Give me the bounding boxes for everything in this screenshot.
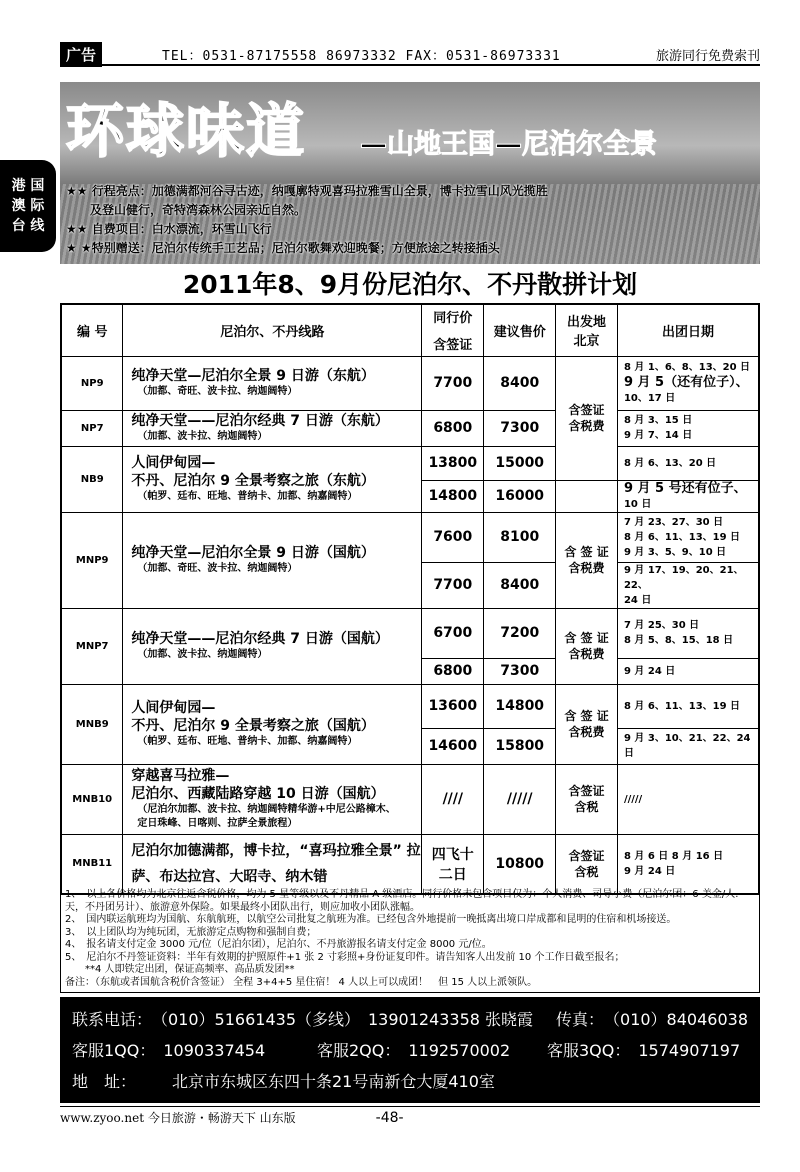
departure-note: 含 签 证 含税费: [556, 512, 618, 608]
qq1: 客服1QQ： 1090337454: [72, 1041, 266, 1060]
note-line: 备注：（东航或者国航含税价含签证） 全程 3+4+5 星住宿！ 4 人以上可以成团！ 但 15 人以上派领队。: [65, 976, 538, 988]
row-peer-price: 7700: [422, 356, 484, 410]
row-peer-price: 13600: [422, 684, 484, 728]
highlight-line: ★ ★特别赠送：尼泊尔传统手工艺品；尼泊尔歌舞欢迎晚餐；方便旅途之转接插头: [66, 241, 500, 255]
plan-title: 2011年8、9月份尼泊尔、不丹散拼计划: [182, 270, 638, 299]
address-label: 地 址：: [72, 1072, 137, 1091]
fax-label: 传真：: [556, 1010, 605, 1029]
row-peer-price: 四飞十 二日: [422, 834, 484, 894]
row-route: 纯净天堂—尼泊尔全景 9 日游（国航） （加都、奇旺、波卡拉、纳迦阔特）: [123, 512, 422, 608]
row-sale-price: 15000: [484, 446, 556, 480]
fax-value: （010）84046038: [604, 1010, 748, 1029]
table-row: [61, 764, 759, 834]
note-line: **4 人即铁定出团，保证高频率、高品质发团**: [65, 964, 295, 975]
row-sale-price: 7300: [484, 410, 556, 446]
magazine-name: 旅游同行免费索刊: [655, 48, 760, 64]
row-dates: 8 月 1、6、8、13、20 日 9 月 5（还有位子）、 10、17 日: [617, 356, 759, 410]
page-number: -48-: [375, 1109, 404, 1126]
row-sale-price: 7300: [484, 658, 556, 684]
header-route: 尼泊尔、不丹线路: [123, 304, 422, 356]
qq2: 客服2QQ： 1192570002: [317, 1041, 511, 1060]
contact-phone-row: [72, 1003, 748, 1034]
row-dates: /////: [617, 764, 759, 834]
banner-subtitle: —山地王国—尼泊尔全景: [360, 129, 657, 160]
contact-box: [60, 997, 760, 1103]
row-peer-price: 14800: [422, 480, 484, 512]
table-row: [61, 512, 759, 562]
row-sale-price: /////: [484, 764, 556, 834]
banner-title: 环球味道: [66, 97, 307, 165]
header-contact: TEL：0531-87175558 86973332 FAX：0531-86973331: [162, 48, 561, 64]
ad-tag: 广告: [60, 42, 102, 67]
banner-highlights: [66, 182, 548, 258]
table-row: [61, 446, 759, 480]
note-line: 2、 国内联运航班均为国航、东航航班，以航空公司批复之航班为准。已经包含外地提前一晚抵离出境口岸成都和昆明的住宿和机场接送。: [65, 914, 677, 925]
row-code: MNP9: [61, 512, 123, 608]
departure-note: 含 签 证 含税费: [556, 684, 618, 764]
note-line: 3、 以上团队均为纯玩团，无旅游定点购物和强制自费；: [65, 926, 317, 938]
row-peer-price: ////: [422, 764, 484, 834]
row-route: 纯净天堂——尼泊尔经典 7 日游（国航） （加都、波卡拉、纳迦阔特）: [123, 608, 422, 684]
table-row: [61, 410, 759, 446]
header-code: 编 号: [61, 304, 123, 356]
banner: [60, 82, 760, 264]
row-peer-price: 6800: [422, 410, 484, 446]
row-code: NB9: [61, 446, 123, 512]
row-code: MNP7: [61, 608, 123, 684]
row-peer-price: 14600: [422, 728, 484, 764]
table-row: [61, 608, 759, 658]
row-route: 纯净天堂——尼泊尔经典 7 日游（东航） （加都、波卡拉、纳迦阔特）: [123, 410, 422, 446]
departure-note: 含签证 含税费: [556, 356, 618, 480]
highlight-line: 及登山健行，奇特湾森林公园亲近自然。: [66, 203, 307, 217]
row-code: NP9: [61, 356, 123, 410]
note-line: 4、 报名请支付定金 3000 元/位（尼泊尔团），尼泊尔、不丹旅游报名请支付定金 8000 元/位。: [65, 939, 492, 950]
row-sale-price: 15800: [484, 728, 556, 764]
row-route: 尼泊尔加德满都，博卡拉，“喜玛拉雅全景” 拉 萨、布达拉宫、大昭寺、纳木错: [123, 834, 422, 894]
highlight-line: ★★ 行程亮点：加德满都河谷寻古迹，纳嘎廓特观喜玛拉雅雪山全景，博卡拉雪山风光揽胜: [66, 184, 548, 198]
row-sale-price: 8400: [484, 562, 556, 608]
row-code: NP7: [61, 410, 123, 446]
header-dates: 出团日期: [617, 304, 759, 356]
address-value: 北京市东城区东四十条21号南新仓大厦410室: [172, 1072, 495, 1091]
row-sale-price: 8400: [484, 356, 556, 410]
row-sale-price: 14800: [484, 684, 556, 728]
note-line: 1、 以上各价格均为北京往返含税价格，均为 5 星等级以及不丹精品 A 级酒店。同行价格未包含项目仅为：个人消费、司导小费（尼泊尔团：6 美金/人.天，不丹团另计）、旅游意外保险。如果最终小团队出行，则应加收小团队涨幅。: [65, 889, 739, 913]
row-dates: 9 月 3、10、21、22、24 日: [617, 728, 759, 764]
row-dates: 9 月 5 号还有位子、 10 日: [617, 480, 759, 512]
row-code: MNB10: [61, 764, 123, 834]
row-route: 人间伊甸园— 不丹、尼泊尔 9 全景考察之旅（国航） （帕罗、廷布、旺地、普纳卡、加都、纳嘉阔特）: [123, 684, 422, 764]
row-peer-price: 6700: [422, 608, 484, 658]
row-dates: 9 月 24 日: [617, 658, 759, 684]
side-tab-line2: 澳 际: [11, 198, 45, 214]
row-peer-price: 6800: [422, 658, 484, 684]
header-departure: 出发地 北京: [556, 304, 618, 356]
row-sale-price: 7200: [484, 608, 556, 658]
table-header-row: [61, 304, 759, 356]
departure-note: 含 签 证 含税费: [556, 608, 618, 684]
row-code: MNB9: [61, 684, 123, 764]
table-row: [61, 834, 759, 894]
row-sale-price: 8100: [484, 512, 556, 562]
contact-address-row: [72, 1065, 748, 1096]
row-dates: 8 月 6 日 8 月 16 日 9 月 24 日: [617, 834, 759, 894]
phone-label: 联系电话：: [72, 1010, 153, 1029]
page-header: [60, 44, 760, 66]
row-route: 纯净天堂—尼泊尔全景 9 日游（东航） （加都、奇旺、波卡拉、纳迦阔特）: [123, 356, 422, 410]
row-dates: 7 月 23、27、30 日 8 月 6、11、13、19 日 9 月 3、5、9、10 日: [617, 512, 759, 562]
departure-note: 含签证 含税: [556, 764, 618, 834]
header-suggest: 建议售价: [484, 304, 556, 356]
row-code: MNB11: [61, 834, 123, 894]
row-dates: 8 月 3、15 日 9 月 7、14 日: [617, 410, 759, 446]
row-sale-price: 16000: [484, 480, 556, 512]
row-dates: 9 月 17、19、20、21、22、 24 日: [617, 562, 759, 608]
side-category-tab: [0, 160, 56, 252]
terms-notes: [60, 887, 760, 993]
table-row: [61, 356, 759, 410]
qq3: 客服3QQ： 1574907197: [547, 1041, 741, 1060]
row-peer-price: 7700: [422, 562, 484, 608]
tour-table: [60, 303, 760, 895]
highlight-line: ★★ 自费项目：白水漂流，环雪山飞行: [66, 222, 272, 236]
row-dates: 7 月 25、30 日 8 月 5、8、15、18 日: [617, 608, 759, 658]
page-footer: [60, 1106, 760, 1128]
row-sale-price: 10800: [484, 834, 556, 894]
row-peer-price: 7600: [422, 512, 484, 562]
side-tab-line3: 台 线: [11, 218, 45, 234]
note-line: 5、 尼泊尔不丹签证资料：半年有效期的护照原件+1 张 2 寸彩照+身份证复印件。请告知客人出发前 10 个工作日截至报名；: [65, 951, 625, 963]
contact-qq-row: [72, 1034, 748, 1065]
row-peer-price: 13800: [422, 446, 484, 480]
footer-site: www.zyoo.net 今日旅游・畅游天下 山东版: [60, 1111, 296, 1125]
row-dates: 8 月 6、11、13、19 日: [617, 684, 759, 728]
row-route: 穿越喜马拉雅— 尼泊尔、西藏陆路穿越 10 日游（国航） （尼泊尔加都、波卡拉、纳迦阔特精华游+中尼公路樟木、 定日珠峰、日喀则、拉萨全景旅程）: [123, 764, 422, 834]
departure-note: 含签证 含税: [556, 834, 618, 894]
table-row: [61, 684, 759, 728]
header-peer: 同行价 含签证: [422, 304, 484, 356]
row-route: 人间伊甸园— 不丹、尼泊尔 9 全景考察之旅（东航） （帕罗、廷布、旺地、普纳卡、加都、纳嘉阔特）: [123, 446, 422, 512]
row-dates: 8 月 6、13、20 日: [617, 446, 759, 480]
side-tab-line1: 港 国: [11, 178, 45, 194]
phone-value: （010）51661435（多线） 13901243358 张晓霞: [152, 1010, 534, 1029]
